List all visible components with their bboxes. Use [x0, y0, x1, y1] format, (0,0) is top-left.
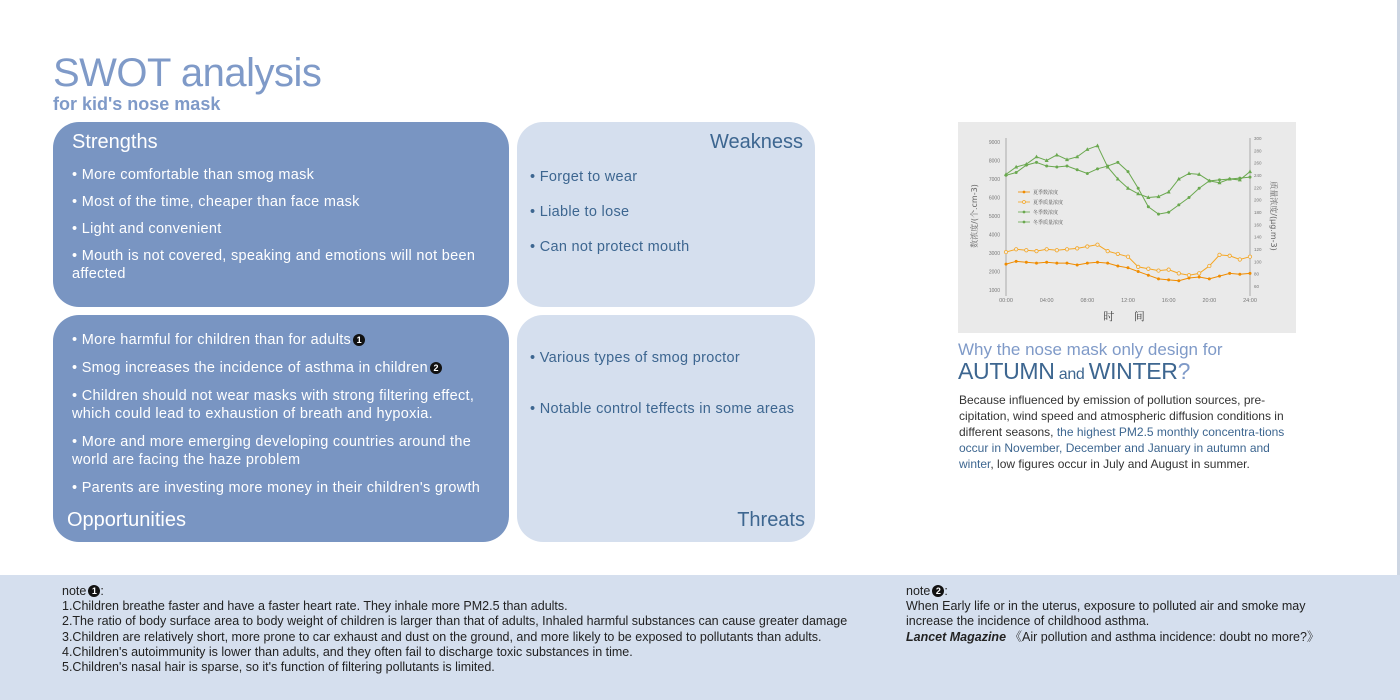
strengths-title: Strengths [72, 131, 158, 153]
data-point [1198, 276, 1201, 279]
legend-label: 冬季数浓度 [1033, 209, 1059, 216]
list-item: • Notable control teffects in some areas [530, 401, 795, 417]
data-point [1177, 272, 1180, 275]
data-point [1035, 161, 1038, 164]
x-tick-label: 16:00 [1161, 298, 1176, 304]
y-left-tick-label: 2000 [988, 269, 1000, 276]
page-subtitle: for kid's nose mask [53, 94, 221, 114]
y-right-tick-label: 240 [1254, 173, 1262, 178]
data-point [1025, 261, 1028, 264]
threats-panel [517, 315, 815, 542]
data-point [1218, 275, 1221, 278]
note-line: 1.Children breathe faster and have a faster heart rate. They inhale more PM2.5 than adults. [62, 599, 568, 614]
data-point [1116, 264, 1119, 267]
data-point [1045, 261, 1048, 264]
note-badge-1: 1 [88, 585, 100, 597]
data-point [1127, 266, 1130, 269]
data-point [1075, 155, 1079, 159]
data-point [1096, 167, 1099, 170]
data-point [1167, 268, 1170, 271]
data-point [1005, 263, 1008, 266]
y-right-tick-label: 180 [1254, 210, 1262, 215]
data-point [1157, 277, 1160, 280]
y-right-tick-label: 100 [1254, 259, 1262, 265]
data-point [1248, 255, 1251, 258]
data-point [1086, 245, 1089, 248]
para-highlight: the highest PM2.5 monthly concentra-tions occur in November, December and January in autumn and winter [959, 425, 1285, 471]
strengths-panel [53, 122, 509, 307]
data-point [1096, 261, 1099, 264]
note-label: note [62, 584, 87, 598]
legend-marker [1023, 211, 1026, 214]
data-point [1045, 248, 1048, 251]
data-point [1025, 249, 1028, 252]
opportunities-list [72, 331, 497, 507]
x-tick-label: 08:00 [1080, 298, 1095, 304]
data-point [1238, 273, 1241, 276]
y-axis-label-right: 质量浓度/(μg.m-3) [1269, 181, 1278, 251]
data-point [1218, 253, 1221, 256]
data-point [1076, 264, 1079, 267]
x-tick-label: 12:00 [1121, 298, 1135, 304]
data-point [1035, 262, 1038, 265]
autumn-label: AUTUMN [958, 358, 1055, 384]
data-point [1086, 262, 1089, 265]
data-point [1147, 205, 1150, 208]
note-badge-1: 1 [353, 334, 365, 346]
y-axis-label-left: 数浓度/(个.cm-3) [970, 184, 979, 248]
pollution-chart [958, 122, 1296, 333]
citation-line [906, 630, 1356, 645]
list-item: • Children should not wear masks with strong filtering effect, which could lead to exhaustion of breath and hypoxia. [72, 388, 475, 422]
data-point [1096, 243, 1099, 246]
legend-marker [1023, 201, 1026, 204]
list-item: • Mouth is not covered, speaking and emotions will not been affected [72, 248, 476, 282]
page-title: SWOT analysis [53, 51, 322, 95]
y-right-tick-label: 200 [1254, 197, 1262, 203]
data-point [1106, 262, 1109, 265]
note-line: 5.Children's nasal hair is sparse, so it's function of filtering pollutants is limited. [62, 660, 495, 675]
data-point [1177, 279, 1180, 282]
data-point [1197, 272, 1200, 275]
data-point [1066, 165, 1069, 168]
y-left-tick-label: 3000 [988, 251, 1000, 257]
list-item-text: • More harmful for children than for adults [72, 332, 352, 348]
notes-footer [0, 575, 1400, 700]
data-point [1066, 262, 1069, 265]
para-text: Because influenced by emission of pollution sources, pre-cipitation, wind speed and atmospheric diffusion conditions in different seasons, [959, 393, 1284, 439]
y-right-tick-label: 80 [1254, 271, 1260, 277]
list-item: • Most of the time, cheaper than face mask [72, 194, 360, 210]
data-point [1055, 262, 1058, 265]
data-point [1004, 172, 1008, 176]
note-badge-2: 2 [932, 585, 944, 597]
data-point [1228, 272, 1231, 275]
note-1 [62, 584, 902, 675]
data-point [1228, 254, 1231, 257]
data-point [1198, 187, 1201, 190]
weakness-panel [517, 122, 815, 307]
data-point [1248, 169, 1252, 173]
data-point [1106, 249, 1109, 252]
list-item [72, 331, 497, 349]
opportunities-panel [53, 315, 509, 542]
legend-label: 冬季质量浓度 [1033, 219, 1064, 226]
note-1-header: note 1 : [62, 584, 104, 598]
data-point [1076, 168, 1079, 171]
data-point [1015, 171, 1018, 174]
data-point [1014, 248, 1017, 251]
data-point [1035, 155, 1039, 159]
note-2 [906, 584, 1356, 645]
and-label: and [1054, 366, 1089, 383]
y-right-tick-label: 60 [1254, 284, 1260, 289]
list-item-text: • Smog increases the incidence of asthma in children [72, 360, 428, 376]
data-point [1177, 203, 1180, 206]
y-left-tick-label: 8000 [988, 158, 1000, 165]
y-right-tick-label: 220 [1254, 185, 1262, 191]
note-line: increase the incidence of childhood asthma. [906, 614, 1150, 629]
data-point [1116, 161, 1119, 164]
series-line [1006, 245, 1250, 276]
note-2-header: note 2 : [906, 584, 948, 598]
data-point [1208, 264, 1211, 267]
y-right-tick-label: 160 [1254, 222, 1262, 228]
note-label: note [906, 584, 931, 598]
data-point [1015, 260, 1018, 263]
data-point [1208, 277, 1211, 280]
data-point [1045, 165, 1048, 168]
weakness-title: Weakness [709, 131, 803, 153]
data-point [1065, 248, 1068, 251]
data-point [1126, 255, 1129, 258]
data-point [1055, 153, 1059, 157]
data-point [1249, 176, 1252, 179]
data-point [1127, 170, 1130, 173]
y-left-tick-label: 9000 [988, 140, 1000, 146]
note-line: 2.The ratio of body surface area to body weight of children is larger than that of adults, Inhaled harmful substances can cause greater damage [62, 614, 848, 629]
x-tick-label: 24:00 [1243, 298, 1257, 304]
note-badge-2: 2 [430, 362, 442, 374]
y-left-tick-label: 7000 [988, 177, 1000, 183]
x-axis-label: 时 间 [1103, 310, 1153, 323]
data-point [1249, 272, 1252, 275]
question-mark: ? [1177, 358, 1191, 384]
list-item [72, 359, 497, 377]
data-point [1147, 267, 1150, 270]
data-point [1075, 247, 1078, 250]
data-point [1136, 265, 1139, 268]
data-point [1086, 172, 1089, 175]
list-item: • Forget to wear [530, 169, 638, 185]
data-point [1167, 211, 1170, 214]
list-item: • More comfortable than smog mask [72, 167, 315, 183]
data-point [1024, 162, 1028, 166]
strengths-list [72, 166, 497, 292]
list-item: • Light and convenient [72, 221, 222, 237]
y-right-tick-label: 140 [1254, 234, 1262, 240]
y-right-tick-label: 120 [1254, 247, 1262, 252]
data-point [1055, 165, 1058, 168]
data-point [1187, 274, 1190, 277]
legend-marker [1023, 221, 1026, 224]
legend-label: 夏季数浓度 [1033, 189, 1059, 196]
data-point [1004, 250, 1007, 253]
para-text-end: , low figures occur in July and August in summer. [990, 457, 1250, 471]
explanation-paragraph [959, 392, 1299, 472]
data-point [1147, 274, 1150, 277]
opportunities-title: Opportunities [67, 509, 186, 531]
data-point [1188, 196, 1191, 199]
y-left-tick-label: 4000 [988, 232, 1000, 239]
x-tick-label: 04:00 [1039, 298, 1054, 304]
note-line: 3.Children are relatively short, more prone to car exhaust and dust on the ground, and more likely to be exposed to pollutants than adults. [62, 629, 822, 644]
list-item: • Various types of smog proctor [530, 350, 740, 366]
data-point [1238, 258, 1241, 261]
y-right-tick-label: 280 [1254, 148, 1262, 154]
y-left-tick-label: 6000 [988, 195, 1000, 202]
list-item: • Liable to lose [530, 204, 630, 220]
citation-title: 《Air pollution and asthma incidence: doubt no more?》 [1006, 629, 1320, 644]
y-left-tick-label: 5000 [988, 214, 1000, 220]
legend-marker [1023, 191, 1026, 194]
magazine-name: Lancet Magazine [906, 629, 1007, 644]
y-right-tick-label: 260 [1254, 160, 1262, 166]
list-item: • Parents are investing more money in their children's growth [72, 480, 481, 496]
why-heading: Why the nose mask only design for [958, 340, 1223, 359]
y-right-tick-label: 300 [1254, 136, 1262, 141]
x-tick-label: 00:00 [999, 298, 1013, 304]
data-point [1157, 213, 1160, 216]
data-point [1055, 249, 1058, 252]
season-heading [958, 358, 1190, 385]
note-line: When Early life or in the uterus, exposure to polluted air and smoke may [906, 599, 1306, 614]
winter-label: WINTER [1088, 358, 1178, 384]
data-point [1116, 252, 1119, 255]
data-point [1035, 249, 1038, 252]
data-point [1167, 278, 1170, 281]
x-tick-label: 20:00 [1202, 298, 1217, 304]
legend-label: 夏季质量浓度 [1033, 199, 1064, 206]
data-point [1157, 269, 1160, 272]
data-point [1137, 270, 1140, 273]
series-line [1006, 261, 1250, 280]
list-item: • More and more emerging developing countries around the world are facing the haze problem [72, 434, 472, 468]
data-point [1137, 187, 1140, 190]
chart-svg [958, 122, 1296, 333]
y-left-tick-label: 1000 [988, 288, 1000, 294]
threats-title: Threats [737, 509, 805, 531]
weakness-list [530, 168, 805, 273]
note-line: 4.Children's autoimmunity is lower than adults, and they often fail to discharge toxic substances in time. [62, 644, 633, 659]
threats-list [530, 349, 810, 451]
data-point [1096, 144, 1100, 148]
list-item: • Can not protect mouth [530, 239, 690, 255]
